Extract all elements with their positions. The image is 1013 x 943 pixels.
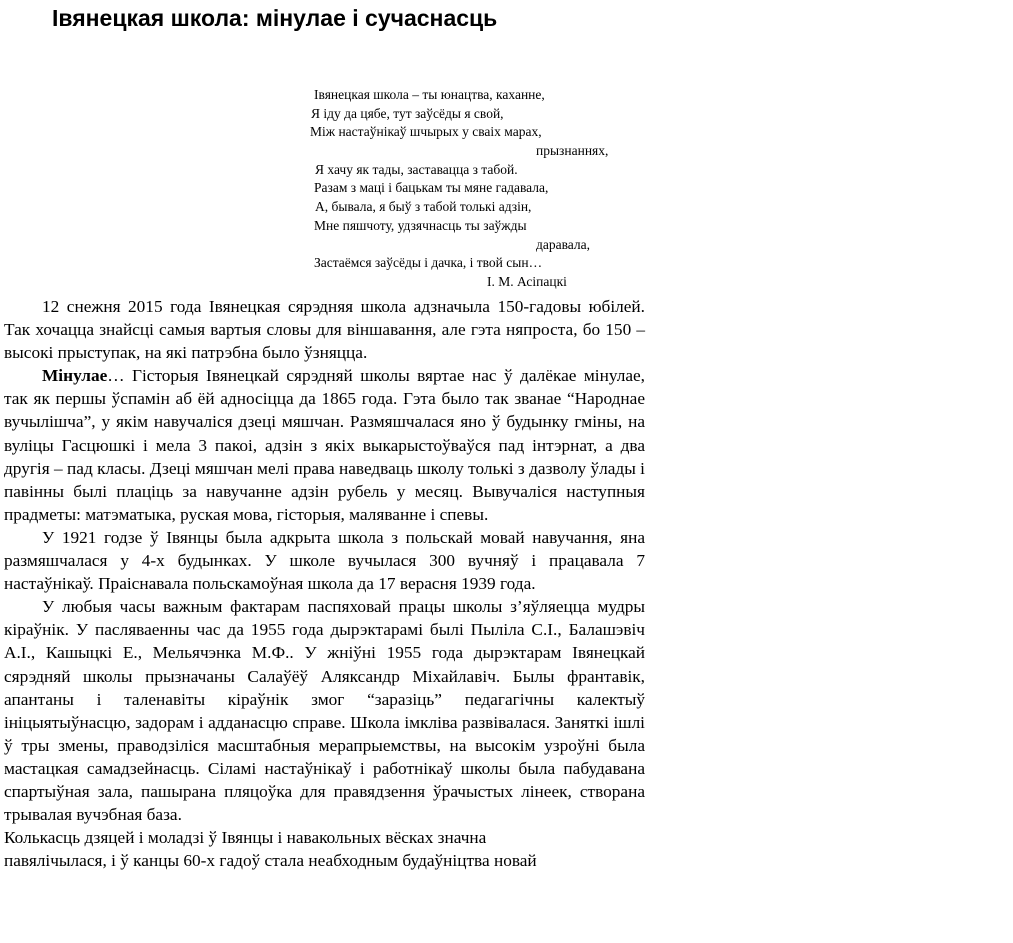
poem-line: Івянецкая школа – ты юнацтва, каханне, [314, 87, 545, 102]
document-title: Івянецкая школа: мінулае і сучаснасць [52, 5, 498, 31]
paragraph-enrollment-line: павялічылася, і ў канцы 60-х гадоў стала неабходным будаўніцтва новай [4, 851, 537, 871]
section-heading-past: Мінулае [42, 366, 108, 386]
poem-line: А, бывала, я быў з табой толькі адзін, [315, 199, 532, 215]
poem-author: І. М. Асіпацкі [487, 273, 567, 289]
article-body [4, 295, 645, 872]
paragraph-past-text: … Гісторыя Івянецкай сярэдняй школы вяртае нас ў далёкае мінулае, так як першы ўспамін аб ёй адносіцца да 1865 года. Гэта было так званае “Народнае вучылішча”, у якім навучаліся дзеці мяшчан. Размяшчалася яно ў будынку гміны, на вуліцы Гасцюшкі і мела 3 пакоі, адзін з якіх выкарыстоўваўся пад інтэрнат, а два другія – пад класы. Дзеці мяшчан мелі права наведваць школу толькі з дазволу ўлады і павінны былі плаціць за навучанне адзін рубель у месяц. Вывучаліся наступныя прадметы: матэматыка, руская мова, гісторыя, маляванне і спевы. [4, 366, 645, 524]
paragraph-enrollment-line: Колькасць дзяцей і моладзі ў Івянцы і навакольных вёсках значна [4, 828, 487, 848]
poem-line: Я хачу як тады, заставацца з табой. [315, 161, 518, 177]
paragraph-polish-school: У 1921 годзе ў Івянцы была адкрыта школа з польскай мовай навучання, яна размяшчалася у 4-х будынках. У школе вучылася 300 вучняў і працавала 7 настаўнікаў. Праіснавала польскамоўная школа да 17 верасня 1939 года. [4, 527, 645, 594]
paragraph-anniversary: 12 снежня 2015 года Івянецкая сярэдняя школа адзначыла 150-гадовы юбілей. Так хочацца знайсці самыя вартыя словы для віншавання, але гэта няпроста, бо 150 – высокі прыступак, на які патрэбна было ўзняцца. [4, 297, 645, 363]
paragraph-leadership: У любыя часы важным фактарам паспяховай працы школы з’яўляецца мудры кіраўнік. У пасляваенны час да 1955 года дырэктарамі былі Пыліла С.І., Балашэвіч А.І., Кашыцкі Е., Мельячэнка М.Ф.. У жніўні 1955 года дырэктарам Івянецкай сярэдняй школы прызначаны Салаўёў Аляксандр Міхайлавіч. Былы франтавік, апантаны і таленавіты кіраўнік змог “заразіць” педагагічны калектыў ініцыятыўнасцю, задорам і адданасцю справе. Школа імкліва развівалася. Заняткі ішлі ў тры змены, праводзіліся масштабныя мерапрыемствы, на высокім узроўні была мастацкая самадзейнасць. Сіламі настаўнікаў і работнікаў школы была пабудавана спартыўная зала, пашырана пляцоўка для правядзення ўрачыстых лінеек, створана трывалая вучэбная база. [4, 597, 645, 825]
poem-line: Разам з маці і бацькам ты мяне гадавала, [314, 180, 549, 196]
paragraph-past [4, 364, 645, 526]
epigraph-poem [300, 86, 640, 292]
poem-line: Між настаўнікаў шчырых у сваіх марах, [310, 124, 542, 140]
poem-line: даравала, [536, 236, 591, 252]
poem-line: Мне пяшчоту, удзячнасць ты заўжды [314, 217, 527, 233]
poem-line: Я іду да цябе, тут заўсёды я свой, [311, 105, 504, 121]
paragraph-enrollment [4, 826, 645, 872]
poem-line: прызнаннях, [536, 143, 609, 159]
poem-line: Застаёмся заўсёды і дачка, і твой сын… [314, 255, 543, 271]
